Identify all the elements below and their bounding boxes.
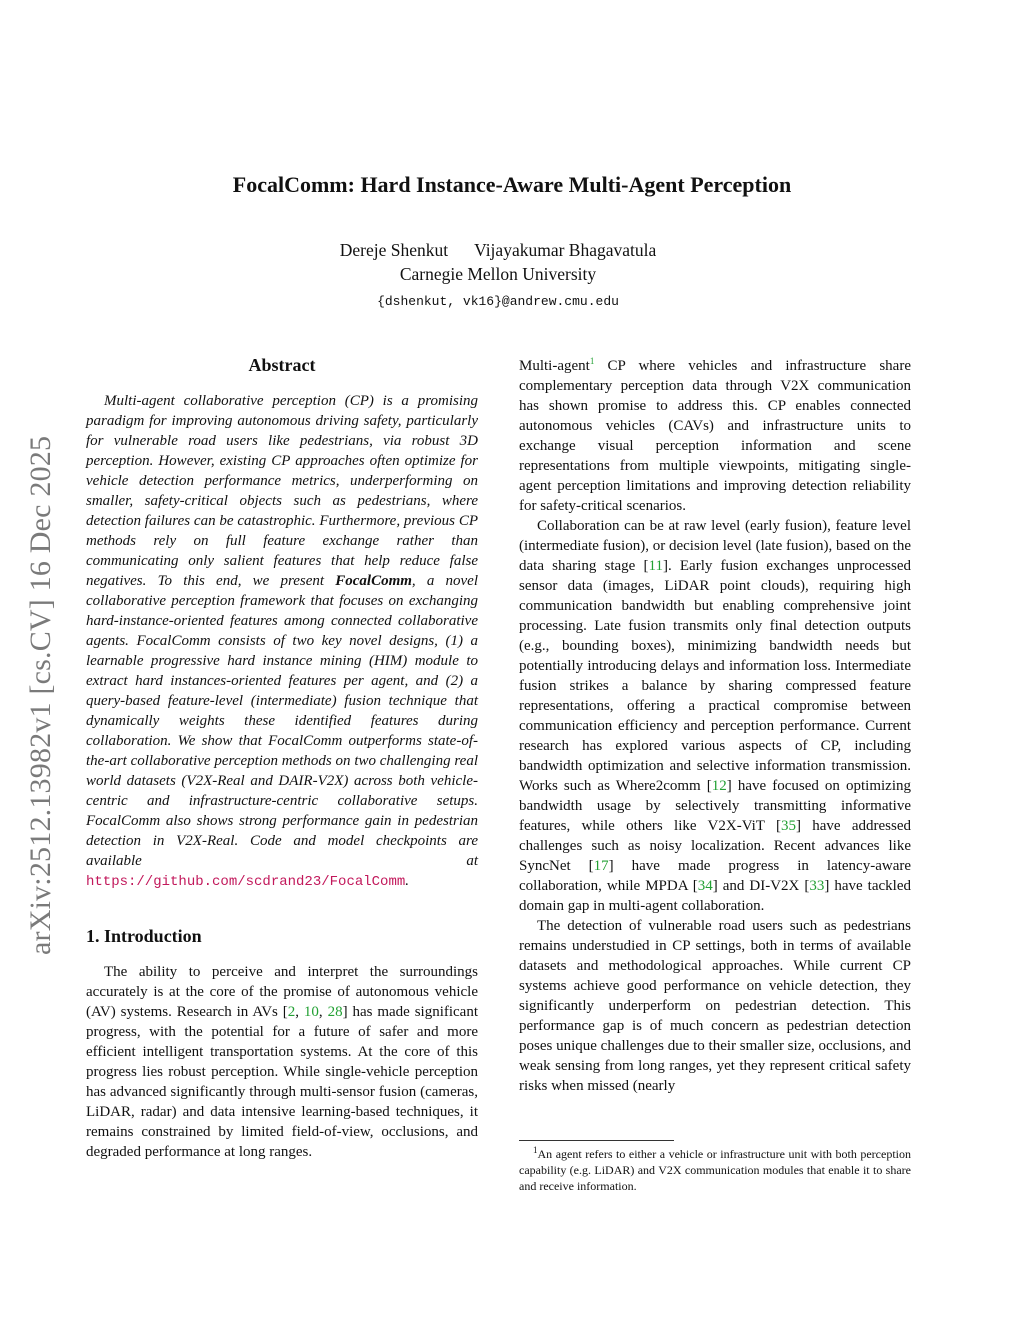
author-name: Dereje Shenkut — [339, 240, 449, 260]
citation-link[interactable]: 33 — [809, 878, 825, 894]
citation-link[interactable]: 2 — [287, 1004, 296, 1020]
body-paragraph: Collaboration can be at raw level (early fusion), feature level (intermediate fusion), or decision level (late fusion), based on the data sharing stage [11]. Early fusion exchanges unprocessed sensor data (images, LiDAR point clouds), requiring high communication bandwidth but enabling comprehensive joint processing. Late fusion transmits only final detection outputs (e.g., bounding boxes), minimizing bandwidth needs but potentially introducing delays and information loss. Intermediate fusion strikes a balance by sharing compressed feature representations, offering a practical compromise between communication efficiency and perception performance. Current research has explored various aspects of CP, including bandwidth optimization and selective information transmission. Works such as Where2comm [12] have focused on optimizing bandwidth usage by selectively transmitting informative features, while others like V2X-ViT [35] have addressed challenges such as noisy localization. Recent advances like SyncNet [17] have made progress in latency-aware collaboration, while MPDA [34] and DI-V2X [33] have tackled domain gap in multi-agent collaboration. — [519, 518, 912, 914]
footnote-rule — [519, 1140, 674, 1141]
citation-link[interactable]: 11 — [648, 558, 663, 574]
intro-paragraph: The ability to perceive and interpret the surroundings accurately is at the core of the promise of autonomous vehicle (AV) systems. Research in AVs [2, 10, 28] has made significant progress, with the potential for a future of safer and more efficient intelligent transportation systems. At the core of this progress lies robust perception. While single-vehicle perception has advanced significantly through multi-sensor fusion (cameras, LiDAR, radar) and data intensive learning-based techniques, it remains constrained by limited field-of-view, occlusions, and degraded performance at long ranges. — [86, 964, 479, 1160]
citation-link[interactable]: 12 — [711, 778, 727, 794]
section-heading-introduction: 1. Introduction — [86, 926, 202, 946]
method-name: FocalComm — [335, 573, 412, 589]
author-block — [0, 238, 996, 314]
footnote — [519, 1146, 911, 1194]
arxiv-stamp: arXiv:2512.13982v1 [cs.CV] 16 Dec 2025 — [24, 435, 57, 955]
code-link[interactable]: https://github.com/scdrand23/FocalComm — [86, 874, 406, 890]
footnote-marker[interactable]: 1 — [589, 356, 595, 366]
body-paragraph: The detection of vulnerable road users such as pedestrians remains understudied in CP settings, both in terms of available datasets and methodological approaches. While current CP systems achieve good performance on vehicle detection, they significantly underperform on pedestrian detection. This performance gap is of much concern as pedestrian detection poses unique challenges due to their smaller size, occlusions, and weak sensing from long ranges, yet they represent critical safety risks when missed (nearly — [519, 918, 911, 1094]
paper-title: FocalComm: Hard Instance-Aware Multi-Agent Perception — [232, 172, 792, 197]
abstract-heading: Abstract — [248, 355, 316, 375]
body-paragraph: Multi-agent$^1$ CP where vehicles and infrastructure share complementary perception data through V2X communication has shown promise to address this. CP enables connected autonomous vehicles (CAVs) and infrastructure units to exchange visual perception information and scene representations from multiple viewpoints, mitigating single-agent perception limitations and improving detection reliability for safety-critical scenarios. — [519, 356, 911, 514]
author-email: {dshenkut, vk16}@andrew.cmu.edu — [377, 294, 619, 309]
footnote-number: 1 — [533, 1145, 538, 1155]
left-column — [86, 355, 478, 1162]
affiliation: Carnegie Mellon University — [399, 264, 597, 284]
citation-link[interactable]: 10 — [303, 1004, 319, 1020]
footnote-text: An agent refers to either a vehicle or infrastructure unit with both perception capability (e.g. LiDAR) and V2X communication modules that enable it to share and receive information. — [519, 1147, 911, 1193]
right-column — [519, 356, 911, 1096]
citation-link[interactable]: 17 — [593, 858, 609, 874]
citation-link[interactable]: 35 — [780, 818, 796, 834]
citation-link[interactable]: 34 — [697, 878, 713, 894]
abstract-text: Multi-agent collaborative perception (CP) is a promising paradigm for improving autonomous driving safety, particularly for vulnerable road users like pedestrians, via robust 3D perception. However, existing CP approaches often optimize for vehicle detection performance metrics, underperforming on smaller, safety-critical objects such as pedestrians, where detection failures can be catastrophic. Furthermore, previous CP methods rely on full feature exchange rather than communicating only salient features that help reduce false negatives. To this end, we present FocalComm, a novel collaborative perception framework that focuses on exchanging hard-instance-oriented features among connected collaborative agents. FocalComm consists of two key novel designs, (1) a learnable progressive hard instance mining (HIM) module to extract hard instances-oriented features per agent, and (2) a query-based feature-level (intermediate) fusion technique that dynamically weights these identified features during collaboration. We show that FocalComm outperforms state-of-the-art collaborative perception methods on two challenging real world datasets (V2X-Real and DAIR-V2X) across both vehicle-centric and infrastructure-centric collaborative setups. FocalComm also shows strong performance gain in pedestrian detection in V2X-Real. Code and model checkpoints are available at https://github.com/scdrand23/FocalComm. — [86, 393, 478, 890]
author-name: Vijayakumar Bhagavatula — [474, 240, 657, 260]
citation-link[interactable]: 28 — [327, 1004, 343, 1020]
